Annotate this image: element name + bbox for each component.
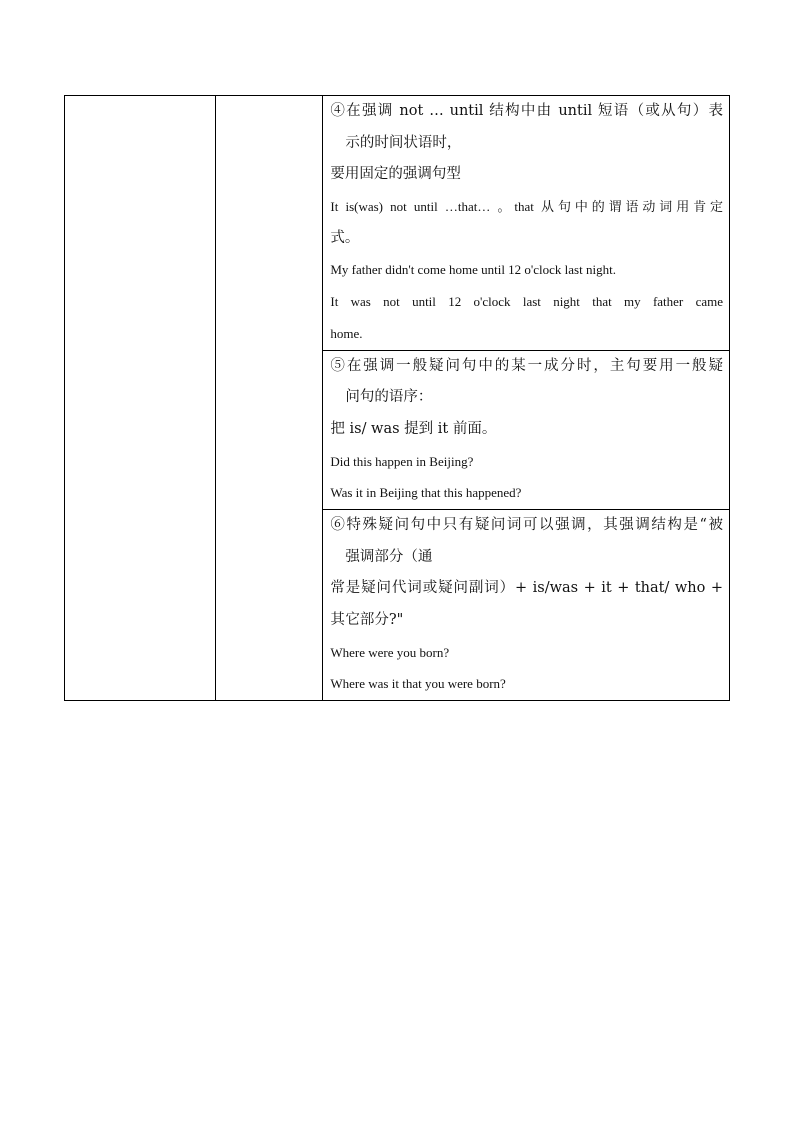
- text-line: ⑥特殊疑问句中只有疑问词可以强调，其强调结构是“被: [330, 516, 723, 533]
- content-cell: [323, 509, 730, 700]
- content-cell: [323, 96, 730, 351]
- text-line: home.: [330, 325, 363, 341]
- table-row: [65, 96, 730, 351]
- empty-cell-left: [65, 96, 216, 701]
- text-line: 常是疑问代词或疑问副词）+ is/was + it + that/ who + 其: [330, 580, 723, 629]
- text-line: Did this happen in Beijing?: [330, 453, 474, 469]
- text-line: Where was it that you were born?: [330, 676, 506, 692]
- text-line: My father didn't come home until 12 o'clock last night.: [330, 262, 616, 278]
- text-line: Was it in Beijing that this happened?: [330, 485, 522, 501]
- text-line: 它部分?": [345, 612, 404, 628]
- content-cell: [323, 350, 730, 509]
- text-line: It was not until 12 o'clock last night that my father came: [330, 294, 723, 310]
- grammar-table: [64, 95, 730, 701]
- text-line: It is(was) not until …that… 。that 从句中的谓语动词用肯定: [330, 199, 723, 215]
- text-line: 示的时间状语时，: [345, 134, 462, 151]
- section-rule-5: [323, 351, 729, 509]
- table-body: [65, 96, 730, 701]
- text-line: 式。: [330, 229, 360, 246]
- text-line: 强调部分（通: [345, 548, 433, 565]
- section-rule-4: [323, 96, 729, 350]
- text-line: ⑤在强调一般疑问句中的某一成分时，主句要用一般疑: [330, 357, 723, 374]
- text-line: 问句的语序：: [345, 389, 433, 406]
- empty-cell-middle: [216, 96, 323, 701]
- text-line: 要用固定的强调句型: [330, 166, 461, 183]
- text-line: 把 is/ was 提到 it 前面。: [330, 420, 497, 437]
- text-line: Where were you born?: [330, 644, 450, 660]
- text-line: ④在强调 not … until 结构中由 until 短语（或从句）表: [330, 103, 723, 119]
- section-rule-6: [323, 510, 729, 700]
